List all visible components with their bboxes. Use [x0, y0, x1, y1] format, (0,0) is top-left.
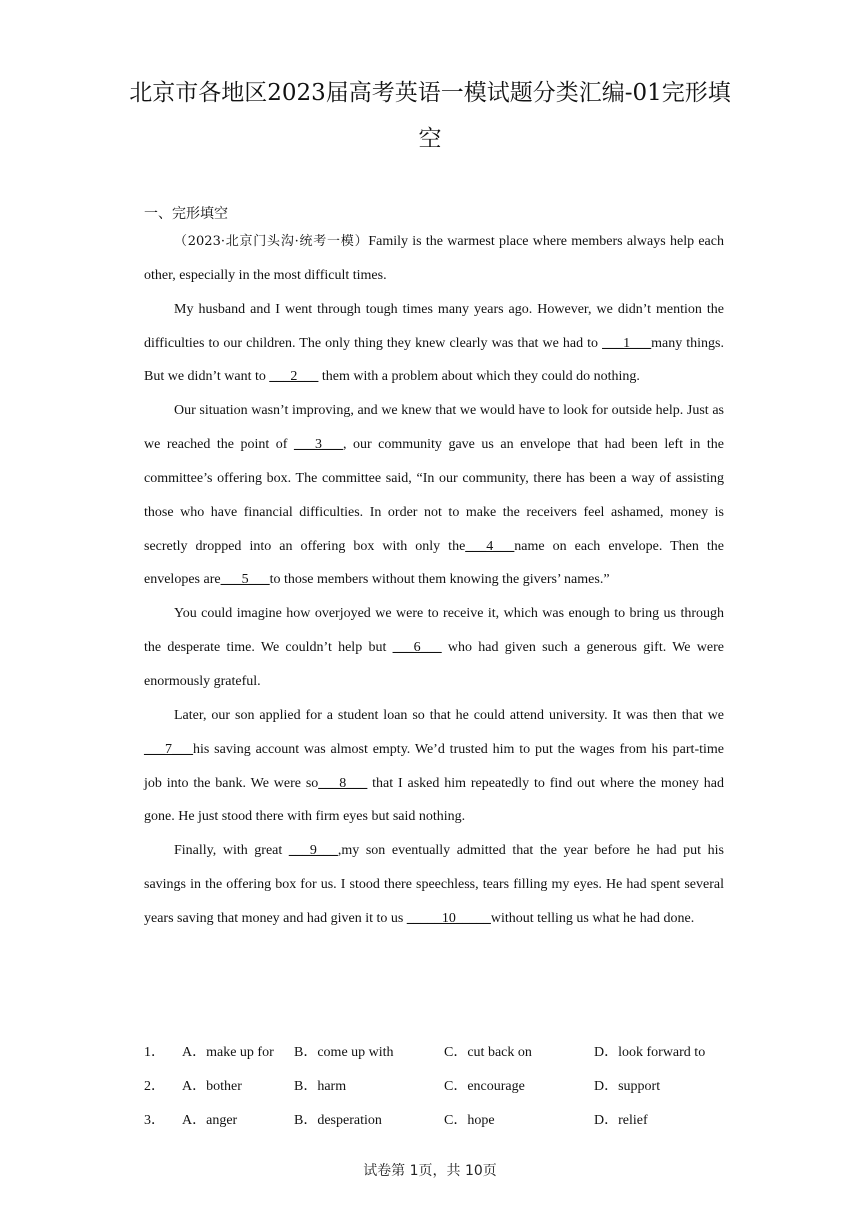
option-c[interactable]: C．encourage	[444, 1079, 525, 1094]
question-number: 1．	[144, 1045, 165, 1060]
option-a[interactable]: A．bother	[182, 1079, 242, 1094]
paragraph-3: Our situation wasn’t improving, and we knew that we would have to look for outside help. Just as we reached the point of ___3___, our community gave us an envelope that had been left in the committee’s offering box. The committee said, “In our community, there has been a way of assisting those who have financial difficulties. In order not to make the receivers feel ashamed, money is secretly dropped into an offering box with only the___4___name on each envelope. Then the envelopes are___5___to those members without them knowing the givers’ names.”	[144, 403, 725, 588]
answer-options	[144, 1034, 744, 1136]
option-d[interactable]: D．support	[594, 1079, 661, 1094]
question-row	[144, 1068, 744, 1102]
question-number: 3．	[144, 1113, 165, 1128]
option-a[interactable]: A．anger	[182, 1113, 238, 1128]
blank-1: ___1___	[602, 335, 652, 351]
blank-6: ___6___	[392, 640, 442, 656]
blank-9: ___9___	[288, 843, 338, 859]
blank-5: ___5___	[220, 572, 270, 588]
blank-7: ___7___	[144, 741, 193, 757]
paragraph-2: My husband and I went through tough times many years ago. However, we didn’t mention the difficulties to our children. The only thing they knew clearly was that we had to ___1___many things. But we didn’t want to ___2___ them with a problem about which they could do nothing.	[144, 301, 724, 385]
paragraph-6: Finally, with great ___9___,my son eventually admitted that the year before he had put his savings in the offering box for us. I stood there speechless, tears filling my eyes. He had spent several years saving that money and had given it to us _____10_____without telling us what he had done.	[144, 843, 724, 926]
option-a[interactable]: A．make up for	[182, 1045, 274, 1060]
option-c[interactable]: C．cut back on	[444, 1045, 532, 1060]
question-row	[144, 1034, 744, 1068]
section-heading: 一、完形填空	[144, 206, 228, 222]
source-citation: （2023·北京门头沟·统考一模）	[174, 234, 369, 249]
document-title	[120, 70, 740, 162]
option-b[interactable]: B．harm	[294, 1079, 347, 1094]
paragraph-1: （2023·北京门头沟·统考一模）Family is the warmest place where members always help each other, especially in the most difficult times.	[144, 234, 724, 283]
title-line-1: 北京市各地区2023届高考英语一模试题分类汇编-01完形填	[129, 80, 731, 106]
option-d[interactable]: D．relief	[594, 1113, 648, 1128]
title-line-2: 空	[418, 126, 442, 152]
question-row	[144, 1102, 744, 1136]
option-b[interactable]: B．come up with	[294, 1045, 394, 1060]
blank-2: ___2___	[269, 369, 319, 385]
page-footer: 试卷第 1页，共 10页	[363, 1163, 497, 1179]
option-c[interactable]: C．hope	[444, 1113, 495, 1128]
option-d[interactable]: D．look forward to	[594, 1045, 706, 1060]
question-number: 2．	[144, 1079, 165, 1094]
option-b[interactable]: B．desperation	[294, 1113, 382, 1128]
blank-10: _____10_____	[406, 910, 491, 926]
blank-3: ___3___	[293, 437, 343, 453]
cloze-passage	[144, 225, 724, 936]
paragraph-4: You could imagine how overjoyed we were to receive it, which was enough to bring us through the desperate time. We couldn’t help but ___6___ who had given such a generous gift. We were enormously grateful.	[144, 606, 724, 689]
paragraph-5: Later, our son applied for a student loan so that he could attend university. It was then that we ___7___his saving account was almost empty. We’d trusted him to put the wages from his part-time job into the bank. We were so___8___ that I asked him repeatedly to find out where the money had gone. He just stood there with firm eyes but said nothing.	[144, 707, 724, 825]
blank-8: ___8___	[318, 775, 368, 791]
blank-4: ___4___	[465, 538, 515, 554]
